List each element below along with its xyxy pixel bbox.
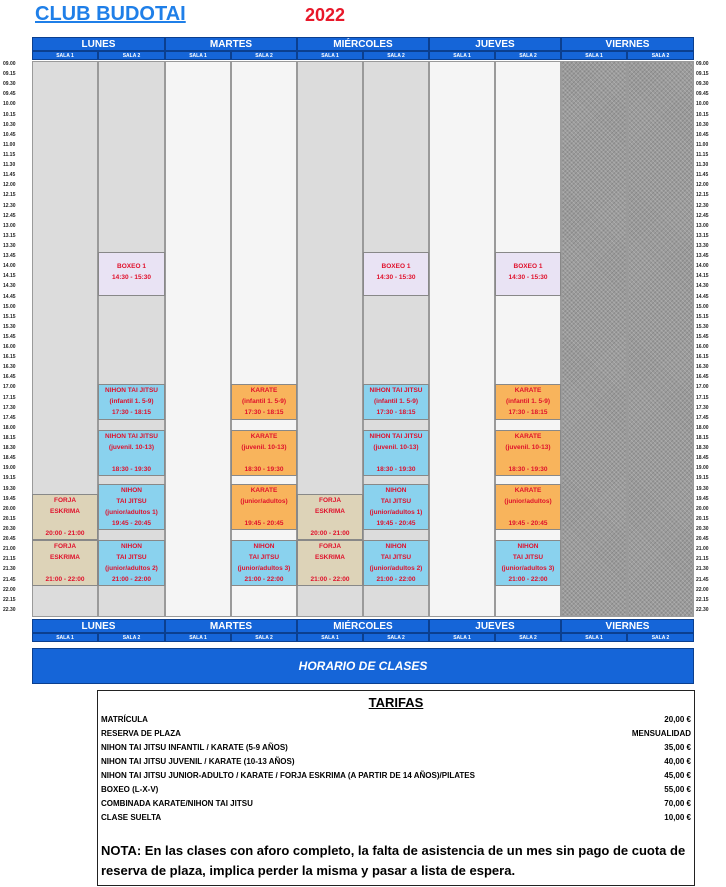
time-label: 22.15 — [696, 597, 709, 603]
class-name: NIHON — [253, 543, 275, 550]
class-ntj-juvenil-miercoles — [363, 430, 429, 476]
time-label: 21.00 — [3, 546, 16, 552]
time-label: 15.15 — [696, 314, 709, 320]
class-name-2: TAI JITSU — [116, 498, 147, 505]
class-time: 20:00 - 21:00 — [310, 530, 350, 537]
time-label: 20.30 — [3, 526, 16, 532]
time-label: 12.00 — [696, 182, 709, 188]
time-label: 11.30 — [3, 162, 16, 168]
class-time: 21:00 - 22:00 — [111, 576, 152, 583]
class-name-2: ESKRIMA — [50, 554, 80, 561]
class-spacer — [99, 453, 164, 464]
time-label: 12.30 — [696, 203, 709, 209]
time-label: 21.15 — [696, 556, 709, 562]
time-label: 17.45 — [696, 415, 709, 421]
tarifa-row — [101, 771, 691, 781]
time-label: 10.15 — [3, 112, 16, 118]
class-karate-infantil-martes — [231, 384, 297, 420]
day-header-viernes: VIERNES — [561, 37, 694, 51]
column-miercoles-sala2 — [363, 61, 429, 617]
class-name: FORJA — [53, 497, 77, 504]
class-name: FORJA — [318, 497, 342, 504]
class-spacer — [33, 563, 97, 574]
time-label: 14.30 — [3, 283, 16, 289]
class-name-2: TAI JITSU — [380, 554, 412, 561]
tarifa-label: NIHON TAI JITSU JUVENIL / KARATE (10-13 AÑOS) — [101, 757, 295, 766]
class-time: 18:30 - 19:30 — [508, 466, 548, 473]
time-label: 16.00 — [696, 344, 709, 350]
class-time: 18:30 - 19:30 — [376, 466, 416, 473]
sala-header: SALA 2 — [627, 51, 694, 60]
time-label: 09.15 — [3, 71, 16, 77]
class-group: (junior/adultos) — [240, 498, 288, 505]
class-group: (juvenil. 10-13) — [373, 444, 419, 451]
class-name: KARATE — [250, 387, 278, 394]
class-time: 21:00 - 22:00 — [244, 576, 284, 583]
class-group: (junior/adultos 3) — [501, 565, 555, 572]
time-label: 17.15 — [3, 395, 16, 401]
tarifa-label: CLASE SUELTA — [101, 813, 162, 822]
class-group: (junior/adultos 2) — [369, 565, 423, 572]
class-time: 17:30 - 18:15 — [376, 409, 416, 416]
column-jueves-sala2 — [495, 61, 561, 617]
time-label: 18.00 — [696, 425, 709, 431]
time-label: 18.15 — [696, 435, 709, 441]
class-name-2: TAI JITSU — [116, 554, 147, 561]
time-label: 17.00 — [3, 384, 16, 390]
tarifa-price: 35,00 € — [664, 743, 691, 752]
time-label: 13.00 — [3, 223, 16, 229]
class-forja-lunes-21 — [32, 540, 98, 586]
class-ntj-adultos2-miercoles — [363, 540, 429, 586]
time-label: 20.15 — [696, 516, 709, 522]
time-label: 10.30 — [696, 122, 709, 128]
column-martes-sala1 — [165, 61, 231, 617]
sala-header: SALA 2 — [363, 51, 429, 60]
class-time: 14:30 - 15:30 — [376, 274, 416, 281]
time-label: 12.30 — [3, 203, 16, 209]
time-label: 18.30 — [3, 445, 16, 451]
class-name: NIHON — [385, 487, 407, 494]
time-label: 15.15 — [3, 314, 16, 320]
class-spacer — [232, 507, 296, 518]
time-label: 21.30 — [696, 566, 709, 572]
nota-text: NOTA: En las clases con aforo completo, la falta de asistencia de un mes sin pago de cuota de reserva de plaza, implica perder la misma y pasar a lista de espera. — [101, 843, 686, 878]
class-group: (infantil 1. 5-9) — [373, 398, 419, 405]
tarifa-label: COMBINADA KARATE/NIHON TAI JITSU — [101, 799, 253, 808]
sala-footer: SALA 2 — [231, 633, 297, 642]
time-label: 09.45 — [3, 91, 16, 97]
tarifa-row — [101, 799, 691, 809]
class-karate-infantil-jueves — [495, 384, 561, 420]
time-label: 14.15 — [696, 273, 709, 279]
class-name: KARATE — [514, 433, 542, 440]
tarifa-price: MENSUALIDAD — [631, 729, 691, 738]
tarifa-row — [101, 757, 691, 767]
class-ntj-infantil-lunes — [98, 384, 165, 420]
day-footer-martes: MARTES — [165, 619, 297, 633]
class-name: KARATE — [250, 487, 278, 494]
time-label: 12.00 — [3, 182, 16, 188]
sala-footer: SALA 2 — [627, 633, 694, 642]
class-time: 17:30 - 18:15 — [244, 409, 284, 416]
time-label: 12.15 — [696, 192, 709, 198]
class-group: (juvenil. 10-13) — [241, 444, 287, 451]
day-footer-miercoles: MIÉRCOLES — [297, 619, 429, 633]
class-time: 19:45 - 20:45 — [376, 520, 416, 527]
class-name-2: TAI JITSU — [512, 554, 544, 561]
class-name: BOXEO 1 — [381, 263, 411, 270]
tarifa-label: RESERVA DE PLAZA — [101, 729, 181, 738]
sala-footer: SALA 2 — [495, 633, 561, 642]
sala-header: SALA 1 — [165, 51, 231, 60]
time-label: 09.15 — [696, 71, 709, 77]
class-karate-juvenil-jueves — [495, 430, 561, 476]
club-title: CLUB BUDOTAI — [35, 3, 186, 25]
sala-header: SALA 1 — [32, 51, 98, 60]
class-karate-adultos-martes — [231, 484, 297, 530]
time-label: 11.15 — [3, 152, 16, 158]
class-name: KARATE — [250, 433, 278, 440]
time-label: 16.15 — [696, 354, 709, 360]
time-label: 09.00 — [3, 61, 16, 67]
time-label: 21.45 — [696, 577, 709, 583]
time-label: 14.15 — [3, 273, 16, 279]
time-label: 13.30 — [3, 243, 16, 249]
class-karate-juvenil-martes — [231, 430, 297, 476]
tarifa-row — [101, 813, 691, 823]
time-label: 18.45 — [3, 455, 16, 461]
time-label: 10.45 — [696, 132, 709, 138]
class-name: NIHON TAI JITSU — [105, 433, 158, 440]
time-label: 17.30 — [696, 405, 709, 411]
class-time: 21:00 - 22:00 — [45, 576, 85, 583]
sala-footer: SALA 1 — [165, 633, 231, 642]
class-group: (infantil 1. 5-9) — [109, 398, 154, 405]
time-label: 14.00 — [3, 263, 16, 269]
class-name-2: ESKRIMA — [315, 554, 345, 561]
sala-header: SALA 1 — [297, 51, 363, 60]
tarifa-label: BOXEO (L-X-V) — [101, 785, 159, 794]
day-header-miercoles: MIÉRCOLES — [297, 37, 429, 51]
day-footer-lunes: LUNES — [32, 619, 165, 633]
class-ntj-juvenil-lunes — [98, 430, 165, 476]
time-label: 17.15 — [696, 395, 709, 401]
tarifa-price: 40,00 € — [664, 757, 691, 766]
class-forja-miercoles-21 — [297, 540, 363, 586]
time-label: 17.45 — [3, 415, 16, 421]
class-name: NIHON — [121, 543, 142, 550]
time-label: 13.30 — [696, 243, 709, 249]
time-label: 22.15 — [3, 597, 16, 603]
class-time: 18:30 - 19:30 — [244, 466, 284, 473]
time-label: 16.45 — [696, 374, 709, 380]
class-karate-adultos-jueves — [495, 484, 561, 530]
class-name: KARATE — [514, 387, 542, 394]
time-label: 13.15 — [696, 233, 709, 239]
class-spacer — [232, 453, 296, 464]
time-label: 10.30 — [3, 122, 16, 128]
class-name-2: TAI JITSU — [380, 498, 412, 505]
time-label: 21.00 — [696, 546, 709, 552]
class-time: 18:30 - 19:30 — [111, 466, 152, 473]
tarifa-row — [101, 729, 691, 739]
class-spacer — [298, 517, 362, 528]
sala-footer: SALA 1 — [297, 633, 363, 642]
class-spacer — [496, 453, 560, 464]
time-label: 14.30 — [696, 283, 709, 289]
class-time: 19:45 - 20:45 — [244, 520, 284, 527]
time-label: 13.45 — [3, 253, 16, 259]
class-ntj-infantil-miercoles — [363, 384, 429, 420]
time-label: 15.00 — [696, 304, 709, 310]
time-label: 22.00 — [3, 587, 16, 593]
class-name: NIHON — [517, 543, 539, 550]
class-group: (juvenil. 10-13) — [505, 444, 551, 451]
time-label: 16.00 — [3, 344, 16, 350]
time-label: 15.00 — [3, 304, 16, 310]
time-label: 19.45 — [696, 496, 709, 502]
sala-header: SALA 2 — [495, 51, 561, 60]
time-label: 18.15 — [3, 435, 16, 441]
time-label: 12.45 — [3, 213, 16, 219]
time-label: 20.45 — [3, 536, 16, 542]
time-label: 09.45 — [696, 91, 709, 97]
time-label: 19.00 — [696, 465, 709, 471]
time-label: 16.15 — [3, 354, 16, 360]
tarifa-price: 70,00 € — [664, 799, 691, 808]
time-label: 12.15 — [3, 192, 16, 198]
class-group: (junior/adultos) — [504, 498, 552, 505]
class-name-2: ESKRIMA — [50, 508, 80, 515]
time-label: 13.00 — [696, 223, 709, 229]
schedule-banner: HORARIO DE CLASES — [32, 648, 694, 684]
class-name: FORJA — [318, 543, 342, 550]
time-label: 15.45 — [3, 334, 16, 340]
time-label: 11.15 — [696, 152, 709, 158]
time-label: 20.45 — [696, 536, 709, 542]
time-label: 14.45 — [3, 294, 16, 300]
time-label: 13.45 — [696, 253, 709, 259]
time-label: 11.30 — [696, 162, 709, 168]
time-label: 10.15 — [696, 112, 709, 118]
class-name: NIHON TAI JITSU — [369, 433, 423, 440]
class-spacer — [298, 563, 362, 574]
class-boxeo-miercoles — [363, 252, 429, 296]
day-header-jueves: JUEVES — [429, 37, 561, 51]
time-label: 10.00 — [3, 101, 16, 107]
class-name: NIHON TAI JITSU — [105, 387, 158, 394]
class-time: 21:00 - 22:00 — [376, 576, 416, 583]
class-name: BOXEO 1 — [513, 263, 543, 270]
time-label: 18.30 — [696, 445, 709, 451]
time-label: 20.00 — [3, 506, 16, 512]
time-label: 11.45 — [3, 172, 16, 178]
sala-footer: SALA 1 — [561, 633, 627, 642]
time-label: 10.45 — [3, 132, 16, 138]
time-label: 14.00 — [696, 263, 709, 269]
class-spacer — [33, 517, 97, 528]
sala-header: SALA 1 — [561, 51, 627, 60]
year-label: 2022 — [305, 5, 346, 25]
tarifa-price: 45,00 € — [664, 771, 691, 780]
sala-footer: SALA 2 — [363, 633, 429, 642]
day-footer-viernes: VIERNES — [561, 619, 694, 633]
tarifa-label: MATRÍCULA — [101, 715, 148, 724]
class-group: (junior/adultos 1) — [369, 509, 423, 516]
class-ntj-adultos3-jueves — [495, 540, 561, 586]
day-header-martes: MARTES — [165, 37, 297, 51]
time-label: 15.30 — [696, 324, 709, 330]
time-label: 11.00 — [3, 142, 16, 148]
time-label: 20.30 — [696, 526, 709, 532]
time-label: 18.45 — [696, 455, 709, 461]
class-ntj-adultos1-miercoles — [363, 484, 429, 530]
class-boxeo-jueves — [495, 252, 561, 296]
time-label: 19.30 — [3, 486, 16, 492]
tarifa-row — [101, 743, 691, 753]
time-label: 20.00 — [696, 506, 709, 512]
time-label: 22.30 — [3, 607, 16, 613]
sala-footer: SALA 1 — [429, 633, 495, 642]
class-spacer — [496, 507, 560, 518]
class-forja-miercoles-20 — [297, 494, 363, 540]
time-label: 19.15 — [3, 475, 16, 481]
tarifa-price: 55,00 € — [664, 785, 691, 794]
time-label: 20.15 — [3, 516, 16, 522]
time-label: 16.30 — [696, 364, 709, 370]
time-label: 15.45 — [696, 334, 709, 340]
class-time: 20:00 - 21:00 — [45, 530, 85, 537]
tarifas-title: TARIFAS — [368, 695, 424, 710]
time-label: 19.15 — [696, 475, 709, 481]
class-time: 19:45 - 20:45 — [111, 520, 152, 527]
tarifas-box — [97, 690, 695, 886]
class-group: (juvenil. 10-13) — [108, 444, 155, 451]
time-label: 17.30 — [3, 405, 16, 411]
day-header-lunes: LUNES — [32, 37, 165, 51]
class-time: 17:30 - 18:15 — [508, 409, 548, 416]
time-label: 16.30 — [3, 364, 16, 370]
class-time: 14:30 - 15:30 — [111, 274, 152, 281]
time-label: 21.15 — [3, 556, 16, 562]
class-time: 17:30 - 18:15 — [111, 409, 152, 416]
time-label: 09.00 — [696, 61, 709, 67]
time-label: 15.30 — [3, 324, 16, 330]
class-group: (infantil 1. 5-9) — [505, 398, 551, 405]
class-ntj-adultos1-lunes — [98, 484, 165, 530]
class-name-2: TAI JITSU — [248, 554, 280, 561]
day-footer-jueves: JUEVES — [429, 619, 561, 633]
time-label: 12.45 — [696, 213, 709, 219]
class-boxeo-lunes — [98, 252, 165, 296]
sala-header: SALA 1 — [429, 51, 495, 60]
time-label: 22.30 — [696, 607, 709, 613]
sala-header: SALA 2 — [231, 51, 297, 60]
tarifa-label: NIHON TAI JITSU INFANTIL / KARATE (5-9 AÑOS) — [101, 743, 288, 752]
sala-header: SALA 2 — [98, 51, 165, 60]
tarifa-row — [101, 715, 691, 725]
class-group: (junior/adultos 2) — [105, 565, 158, 572]
class-ntj-adultos2-lunes — [98, 540, 165, 586]
column-lunes-sala2 — [98, 61, 165, 617]
sala-footer: SALA 1 — [32, 633, 98, 642]
time-label: 19.00 — [3, 465, 16, 471]
tarifa-row — [101, 785, 691, 795]
time-label: 09.30 — [696, 81, 709, 87]
time-label: 14.45 — [696, 294, 709, 300]
class-time: 21:00 - 22:00 — [508, 576, 548, 583]
time-label: 17.00 — [696, 384, 709, 390]
time-label: 19.45 — [3, 496, 16, 502]
time-label: 21.45 — [3, 577, 16, 583]
column-viernes-sala2 — [627, 61, 694, 617]
time-label: 18.00 — [3, 425, 16, 431]
sala-footer: SALA 2 — [98, 633, 165, 642]
class-time: 14:30 - 15:30 — [508, 274, 548, 281]
class-ntj-adultos3-martes — [231, 540, 297, 586]
time-label: 13.15 — [3, 233, 16, 239]
class-name: NIHON — [121, 487, 142, 494]
tarifa-label: NIHON TAI JITSU JUNIOR-ADULTO / KARATE / FORJA ESKRIMA (A PARTIR DE 14 AÑOS)/PILATES — [101, 771, 475, 780]
class-time: 19:45 - 20:45 — [508, 520, 548, 527]
class-name: KARATE — [514, 487, 542, 494]
class-group: (junior/adultos 1) — [105, 509, 158, 516]
class-name: NIHON TAI JITSU — [369, 387, 423, 394]
column-jueves-sala1 — [429, 61, 495, 617]
class-spacer — [364, 453, 428, 464]
class-name: FORJA — [53, 543, 77, 550]
time-label: 16.45 — [3, 374, 16, 380]
class-time: 21:00 - 22:00 — [310, 576, 350, 583]
time-label: 11.45 — [696, 172, 709, 178]
column-martes-sala2 — [231, 61, 297, 617]
time-label: 11.00 — [696, 142, 709, 148]
tarifa-price: 20,00 € — [664, 715, 691, 724]
class-forja-lunes-20 — [32, 494, 98, 540]
time-label: 19.30 — [696, 486, 709, 492]
time-label: 10.00 — [696, 101, 709, 107]
tarifa-price: 10,00 € — [664, 813, 691, 822]
class-name: BOXEO 1 — [117, 263, 146, 270]
time-label: 22.00 — [696, 587, 709, 593]
class-group: (infantil 1. 5-9) — [241, 398, 287, 405]
column-viernes-sala1 — [561, 61, 627, 617]
class-group: (junior/adultos 3) — [237, 565, 291, 572]
class-name: NIHON — [385, 543, 407, 550]
time-label: 21.30 — [3, 566, 16, 572]
time-label: 09.30 — [3, 81, 16, 87]
class-name-2: ESKRIMA — [315, 508, 345, 515]
